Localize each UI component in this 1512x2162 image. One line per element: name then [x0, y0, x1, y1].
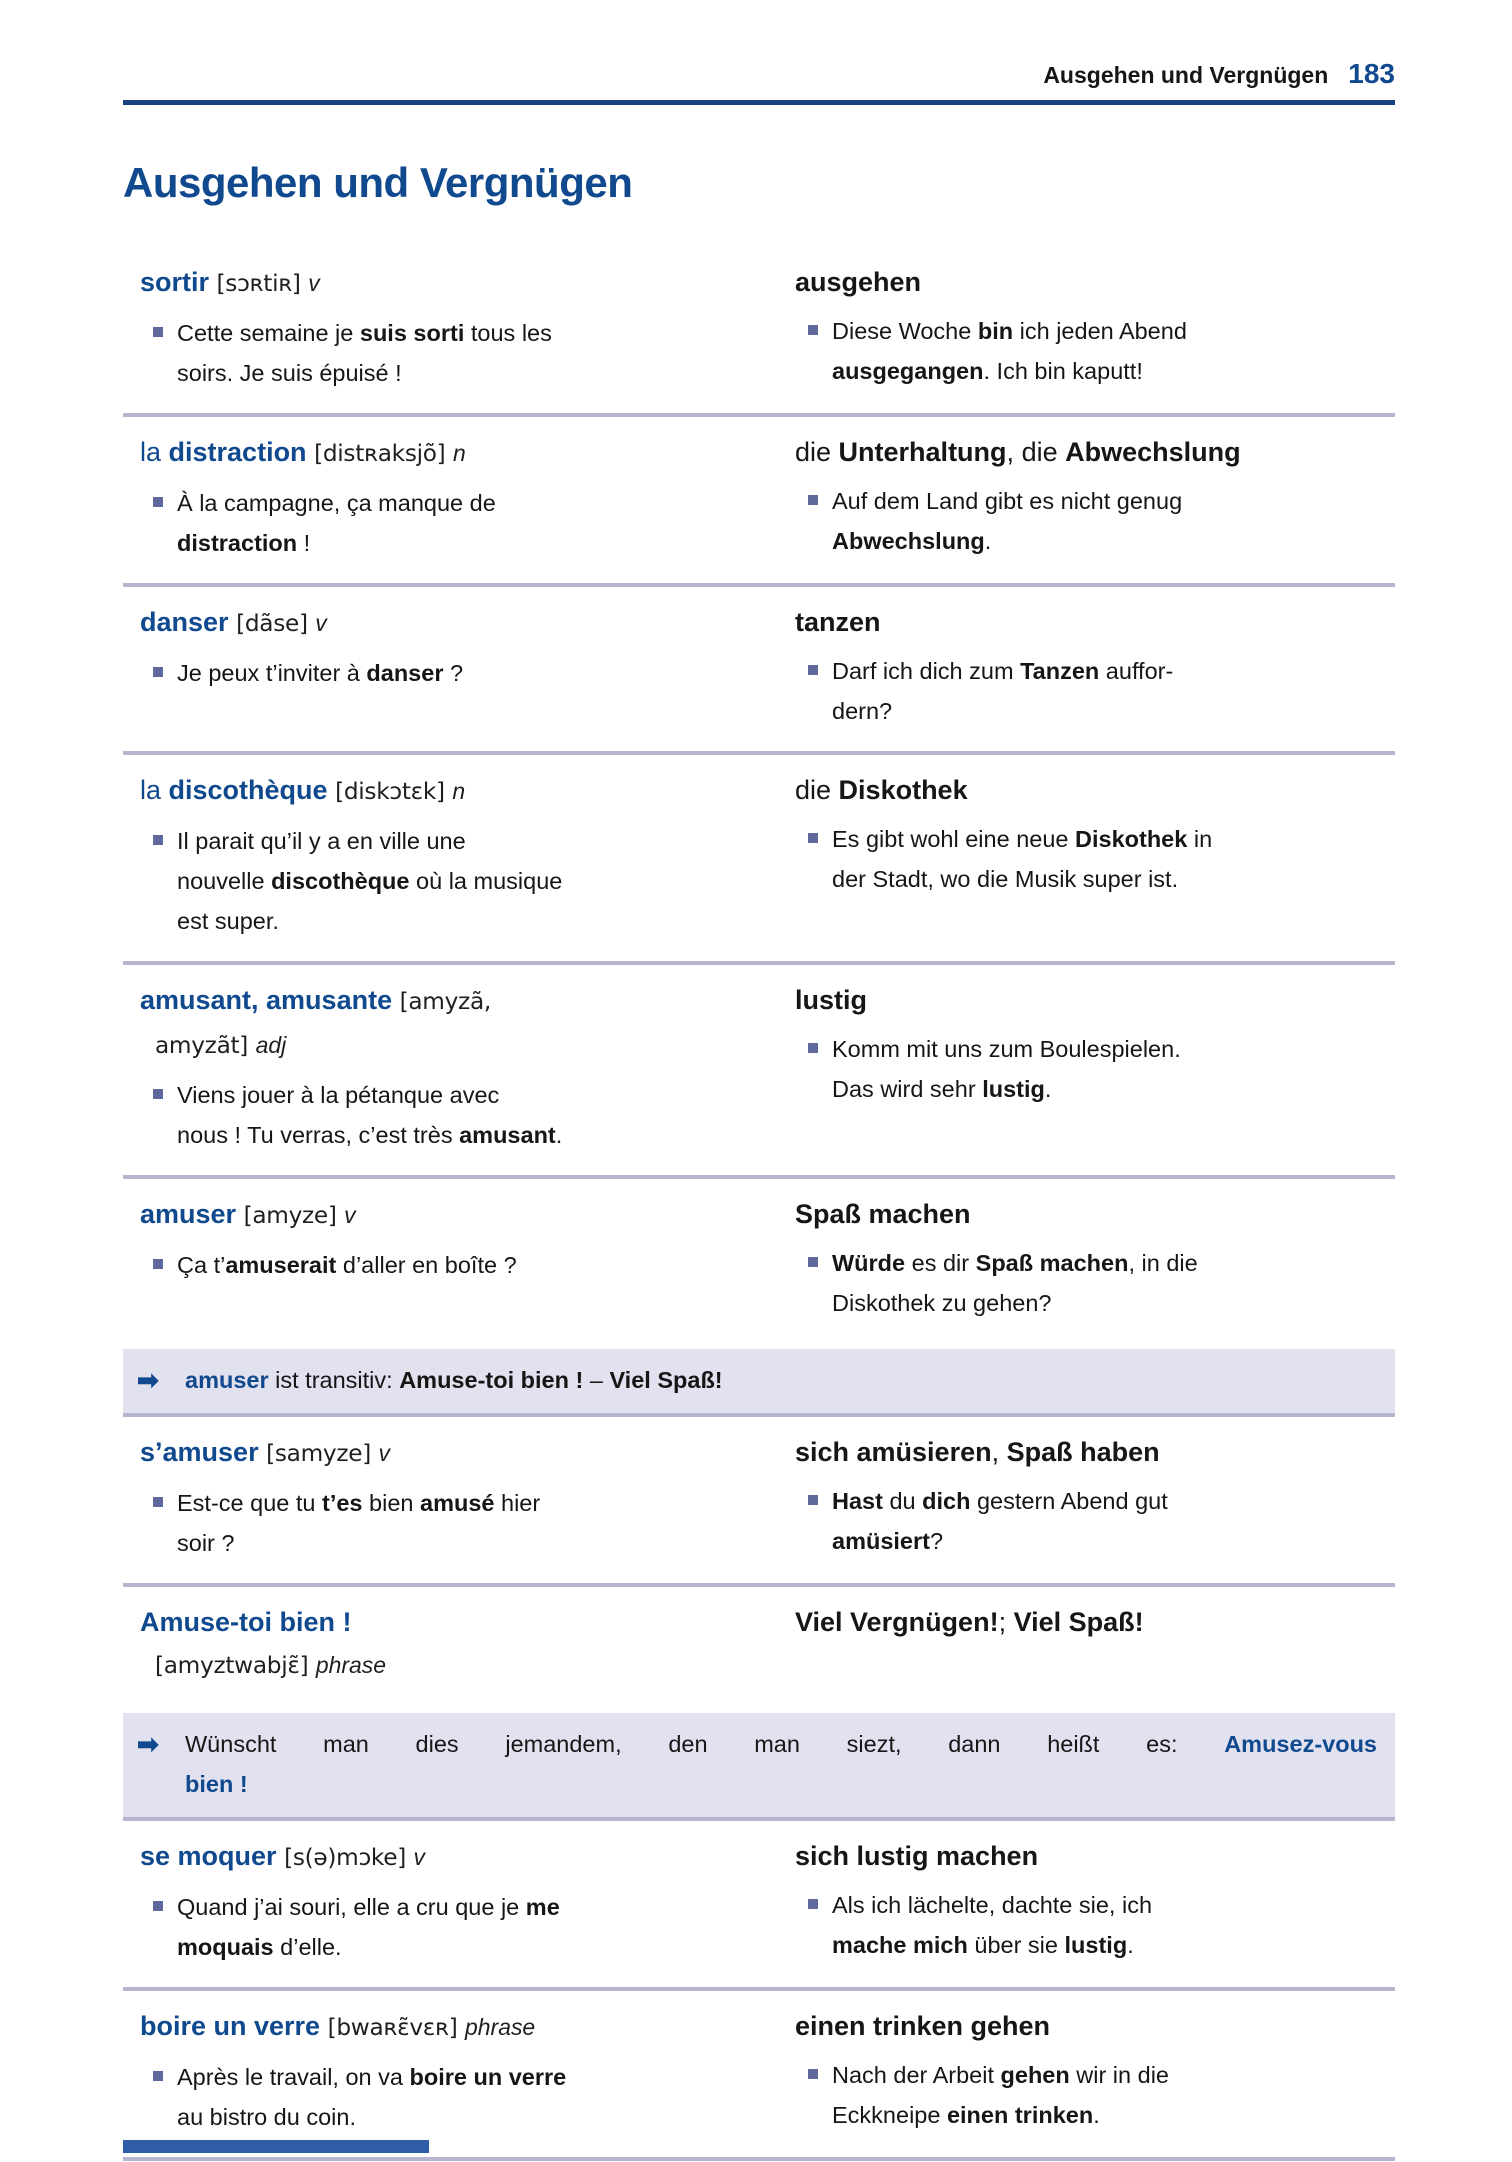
text-segment: suis sorti	[359, 320, 465, 346]
german-cell	[795, 261, 1395, 393]
headword-de	[795, 431, 1395, 473]
headword-fr	[140, 431, 755, 475]
text-segment: .	[555, 1122, 563, 1148]
text-segment: boire un verre	[409, 2064, 567, 2090]
text-segment: Après le travail, on va	[177, 2064, 410, 2090]
example-fr	[140, 653, 755, 693]
headword-continuation	[140, 1643, 755, 1687]
text-segment: ?	[929, 1528, 944, 1554]
text-segment: bien	[362, 1490, 420, 1516]
usage-note-text	[185, 1724, 1377, 1804]
text-segment: in	[1187, 826, 1213, 852]
text-segment: Amusez-vous	[1224, 1731, 1377, 1757]
text-segment: .	[1093, 2102, 1100, 2128]
text-segment: Spaß machen	[975, 1250, 1129, 1276]
text-segment: t’es	[322, 1490, 363, 1516]
text-segment: amusant, amusante	[140, 985, 393, 1015]
headword-de	[795, 2005, 1395, 2047]
bullet-icon	[153, 2071, 163, 2081]
text-segment: [amyze]	[243, 1202, 337, 1229]
text-segment: lustig	[982, 1076, 1045, 1102]
text-segment: Diskothek	[838, 775, 968, 805]
usage-note-line	[185, 1764, 1377, 1804]
text-segment: amuser	[140, 1199, 237, 1229]
text-segment: v	[413, 1844, 425, 1870]
text-segment: phrase	[315, 1652, 387, 1678]
text-segment: phrase	[465, 2014, 536, 2040]
text-segment	[445, 437, 453, 467]
text-segment: [distʀaksjõ]	[314, 440, 446, 467]
text-segment: amüsiert	[832, 1528, 930, 1554]
text-segment	[248, 1029, 256, 1059]
text-segment: gestern Abend gut	[970, 1488, 1168, 1514]
text-segment: [diskɔtɛk]	[335, 778, 445, 805]
text-segment: ;	[998, 1607, 1014, 1637]
bullet-icon	[808, 1899, 818, 1909]
text-segment: Unterhaltung	[838, 437, 1007, 467]
entry-row	[123, 587, 1395, 755]
headword-fr	[140, 1431, 755, 1475]
text-segment: einen trinken gehen	[795, 2011, 1051, 2041]
text-segment: Eckkneipe	[832, 2102, 947, 2128]
headword-fr	[140, 601, 755, 645]
text-segment: tanzen	[795, 607, 881, 637]
text-segment: ausgegangen	[832, 358, 984, 384]
entry-row	[123, 247, 1395, 417]
text-segment: ist transitiv:	[268, 1367, 400, 1393]
text-segment: ,	[1006, 437, 1022, 467]
usage-note-text	[185, 1360, 1377, 1400]
text-segment	[259, 1437, 267, 1467]
text-segment: danser	[366, 660, 444, 686]
bullet-icon	[153, 327, 163, 337]
german-cell	[795, 1601, 1395, 1687]
example-de	[795, 1481, 1395, 1561]
text-segment: sich lustig machen	[795, 1841, 1039, 1871]
headword-de	[795, 1431, 1395, 1473]
text-segment: [samyze]	[266, 1440, 371, 1467]
example-fr	[140, 313, 755, 393]
text-segment: dich	[922, 1488, 971, 1514]
usage-note-line	[185, 1360, 1377, 1400]
text-segment: bin	[977, 318, 1014, 344]
headword-fr	[140, 1601, 755, 1643]
bullet-icon	[808, 1257, 818, 1267]
example-de	[795, 1885, 1395, 1965]
bullet-icon	[153, 667, 163, 677]
text-segment: einen trinken	[946, 2102, 1094, 2128]
example-fr	[140, 2057, 755, 2137]
text-segment: n	[452, 440, 466, 466]
arrow-icon: ➡	[137, 1365, 159, 1395]
text-segment: [amyzã,	[399, 988, 491, 1015]
text-segment: Ça t’	[177, 1252, 226, 1278]
usage-note	[123, 1713, 1395, 1821]
headword-de	[795, 979, 1395, 1021]
text-segment: Komm mit uns zum Boulespielen.	[832, 1036, 1181, 1062]
headword-fr	[140, 979, 755, 1023]
example-fr	[140, 1483, 755, 1563]
example-de	[795, 1243, 1395, 1323]
text-segment: .	[1044, 1076, 1052, 1102]
text-segment: Viel Vergnügen!	[795, 1607, 999, 1637]
text-segment: d’elle.	[273, 1934, 342, 1960]
text-segment	[277, 1841, 285, 1871]
german-cell	[795, 601, 1395, 731]
text-segment: sich amüsieren	[795, 1437, 992, 1467]
text-segment: s’amuser	[140, 1437, 259, 1467]
text-segment: Spaß machen	[795, 1199, 971, 1229]
text-segment: Diskothek	[1075, 826, 1188, 852]
headword-fr	[140, 1835, 755, 1879]
example-fr	[140, 1887, 755, 1967]
french-cell	[123, 2005, 755, 2137]
bullet-icon	[153, 835, 163, 845]
entry-row	[123, 1821, 1395, 1991]
headword-de	[795, 1193, 1395, 1235]
headword-fr	[140, 1193, 755, 1237]
text-segment: est super.	[177, 908, 279, 934]
example-fr	[140, 1075, 755, 1155]
text-segment: moquais	[177, 1934, 274, 1960]
french-cell	[123, 1601, 755, 1687]
text-segment: [s(ə)mɔke]	[284, 1844, 406, 1871]
page-number: 183	[1348, 58, 1395, 89]
text-segment: Diese Woche	[832, 318, 978, 344]
headword-de	[795, 261, 1395, 303]
text-segment: À la campagne, ça manque de	[177, 490, 496, 516]
german-cell	[795, 1193, 1395, 1323]
text-segment: , in die	[1128, 1250, 1198, 1276]
headword-de	[795, 1601, 1395, 1643]
text-segment: Tanzen	[1020, 658, 1100, 684]
example-de	[795, 481, 1395, 561]
text-segment: der Stadt, wo die Musik super ist.	[832, 866, 1179, 892]
text-segment: Als ich lächelte, dachte sie, ich	[832, 1892, 1153, 1918]
text-segment: über sie	[967, 1932, 1065, 1958]
entry-row	[123, 1991, 1395, 2161]
text-segment: Quand j’ai souri, elle a cru que je	[177, 1894, 526, 1920]
french-cell	[123, 1835, 755, 1967]
text-segment: soir ?	[177, 1530, 235, 1556]
headword-continuation	[140, 1023, 755, 1067]
footer-accent-bar	[123, 2140, 429, 2153]
text-segment: Diskothek zu gehen?	[832, 1290, 1052, 1316]
text-segment: amusé	[420, 1490, 495, 1516]
headword-fr	[140, 769, 755, 813]
text-segment: danser	[140, 607, 229, 637]
german-cell	[795, 769, 1395, 941]
text-segment: v	[378, 1440, 390, 1466]
text-segment: . Ich bin kaputt!	[983, 358, 1143, 384]
text-segment: tous les	[464, 320, 552, 346]
french-cell	[123, 979, 755, 1155]
bullet-icon	[153, 497, 163, 507]
text-segment: la	[140, 775, 169, 805]
example-de	[795, 2055, 1395, 2135]
text-segment: Je peux t’inviter à	[177, 660, 367, 686]
bullet-icon	[153, 1497, 163, 1507]
text-segment: Abwechslung	[1065, 437, 1241, 467]
running-head-title: Ausgehen und Vergnügen	[1043, 62, 1329, 88]
text-segment	[328, 775, 336, 805]
example-de	[795, 311, 1395, 391]
entry-row	[123, 417, 1395, 587]
bullet-icon	[808, 665, 818, 675]
text-segment: sortir	[140, 267, 210, 297]
text-segment: ,	[991, 1437, 1007, 1467]
text-segment: v	[344, 1202, 356, 1228]
text-segment: Viens jouer à la pétanque avec	[177, 1082, 500, 1108]
text-segment: die	[795, 437, 839, 467]
text-segment: soirs. Je suis épuisé !	[177, 360, 402, 386]
example-fr	[140, 1245, 755, 1285]
bullet-icon	[153, 1901, 163, 1911]
french-cell	[123, 601, 755, 731]
text-segment: Amuse-toi bien !	[399, 1367, 584, 1393]
text-segment: ?	[443, 660, 464, 686]
text-segment: [dãse]	[236, 610, 308, 637]
text-segment: [bwaʀɛ̃vɛʀ]	[327, 2014, 458, 2041]
text-segment: Hast	[832, 1488, 883, 1514]
text-segment: Würde	[832, 1250, 906, 1276]
text-segment	[236, 1199, 244, 1229]
text-segment: au bistro du coin.	[177, 2104, 356, 2130]
example-fr	[140, 483, 755, 563]
text-segment: Viel Spaß!	[609, 1367, 723, 1393]
german-cell	[795, 431, 1395, 563]
french-cell	[123, 769, 755, 941]
text-segment	[308, 1649, 316, 1679]
german-cell	[795, 1835, 1395, 1967]
text-segment: es dir	[905, 1250, 976, 1276]
text-segment	[307, 437, 315, 467]
text-segment: n	[452, 778, 466, 804]
bullet-icon	[808, 2069, 818, 2079]
text-segment: du	[882, 1488, 923, 1514]
french-cell	[123, 1431, 755, 1563]
usage-note	[123, 1349, 1395, 1417]
arrow-icon: ➡	[137, 1729, 159, 1759]
text-segment: Cette semaine je	[177, 320, 360, 346]
text-segment: d’aller en boîte ?	[336, 1252, 517, 1278]
text-segment: Auf dem Land gibt es nicht genug	[832, 488, 1183, 514]
usage-note-line	[185, 1724, 1377, 1764]
text-segment: die	[1021, 437, 1066, 467]
bullet-icon	[808, 833, 818, 843]
entry-row	[123, 1587, 1395, 1707]
entry-row	[123, 965, 1395, 1179]
text-segment: se moquer	[140, 1841, 277, 1871]
headword-fr	[140, 261, 755, 305]
text-segment: –	[583, 1367, 610, 1393]
text-segment: discothèque	[168, 775, 328, 805]
text-segment: .	[984, 528, 992, 554]
text-segment: Abwechslung	[832, 528, 985, 554]
text-segment	[320, 2011, 328, 2041]
bullet-icon	[808, 1043, 818, 1053]
text-segment: Amuse-toi bien !	[140, 1607, 352, 1637]
french-cell	[123, 1193, 755, 1323]
text-segment: adj	[255, 1032, 287, 1058]
text-segment	[229, 607, 237, 637]
french-cell	[123, 431, 755, 563]
text-segment: lustig	[1064, 1932, 1128, 1958]
text-segment: où la musique	[409, 868, 563, 894]
headword-de	[795, 601, 1395, 643]
text-segment: discothèque	[271, 868, 410, 894]
french-cell	[123, 261, 755, 393]
text-segment: Darf ich dich zum	[832, 658, 1021, 684]
example-de	[795, 819, 1395, 899]
text-segment: ich jeden Abend	[1013, 318, 1187, 344]
text-segment: wir in die	[1069, 2062, 1169, 2088]
text-segment: v	[308, 270, 320, 296]
headword-de	[795, 1835, 1395, 1877]
bullet-icon	[153, 1089, 163, 1099]
entry-row	[123, 1417, 1395, 1587]
bullet-icon	[153, 1259, 163, 1269]
entries	[123, 247, 1395, 2161]
example-de	[795, 651, 1395, 731]
text-segment: dern?	[832, 698, 893, 724]
text-segment: me	[525, 1894, 560, 1920]
text-segment: !	[297, 530, 311, 556]
text-segment: auffor-	[1099, 658, 1174, 684]
text-segment: Il parait qu’il y a en ville une	[177, 828, 466, 854]
text-segment	[458, 2011, 466, 2041]
text-segment: .	[1127, 1932, 1134, 1958]
text-segment: Viel Spaß!	[1013, 1607, 1144, 1637]
text-segment: Nach der Arbeit	[832, 2062, 1001, 2088]
text-segment: ausgehen	[795, 267, 922, 297]
text-segment: [amyztwabjɛ̃]	[155, 1652, 309, 1679]
text-segment: Wünscht man dies jemandem, den man siezt, dann heißt es:	[185, 1731, 1225, 1757]
text-segment: distraction	[168, 437, 307, 467]
entry-row	[123, 755, 1395, 965]
headword-fr	[140, 2005, 755, 2049]
text-segment: amuser	[185, 1367, 269, 1393]
example-fr	[140, 821, 755, 941]
text-segment: distraction	[177, 530, 298, 556]
text-segment	[392, 985, 400, 1015]
text-segment: Das wird sehr	[832, 1076, 983, 1102]
text-segment: hier	[494, 1490, 541, 1516]
text-segment: [sɔʀtiʀ]	[216, 270, 301, 297]
bullet-icon	[808, 495, 818, 505]
example-de	[795, 1029, 1395, 1109]
text-segment: amuserait	[225, 1252, 337, 1278]
text-segment: die	[795, 775, 839, 805]
german-cell	[795, 979, 1395, 1155]
page-title: Ausgehen und Vergnügen	[123, 159, 633, 206]
headword-de	[795, 769, 1395, 811]
text-segment: nouvelle	[177, 868, 272, 894]
text-segment: boire un verre	[140, 2011, 321, 2041]
german-cell	[795, 2005, 1395, 2137]
text-segment: lustig	[795, 985, 867, 1015]
german-cell	[795, 1431, 1395, 1563]
text-segment: Spaß haben	[1006, 1437, 1160, 1467]
text-segment	[209, 267, 217, 297]
bullet-icon	[808, 325, 818, 335]
text-segment: v	[315, 610, 327, 636]
running-head	[123, 58, 1395, 90]
text-segment: amyzãt]	[155, 1032, 249, 1059]
text-segment: Est-ce que tu	[177, 1490, 322, 1516]
header-rule	[123, 100, 1395, 105]
text-segment: bien !	[185, 1771, 248, 1797]
text-segment: gehen	[1000, 2062, 1070, 2088]
bullet-icon	[808, 1495, 818, 1505]
entry-row	[123, 1179, 1395, 1343]
text-segment: mache mich	[832, 1932, 968, 1958]
text-segment: Es gibt wohl eine neue	[832, 826, 1075, 852]
text-segment: amusant	[459, 1122, 556, 1148]
text-segment: la	[140, 437, 169, 467]
text-segment: nous ! Tu verras, c’est très	[177, 1122, 460, 1148]
